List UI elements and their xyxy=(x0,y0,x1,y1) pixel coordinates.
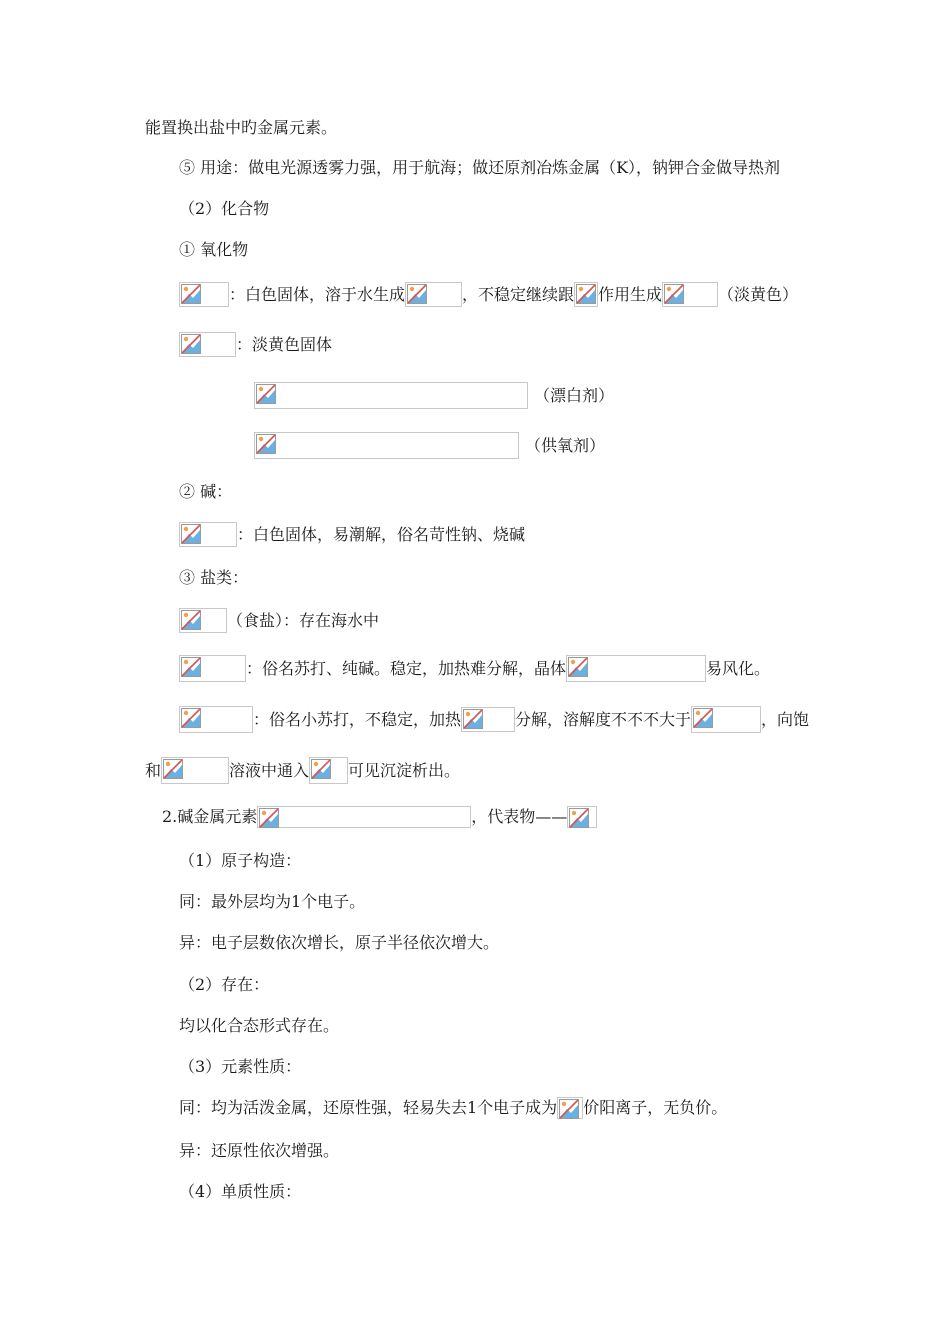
text-line xyxy=(179,282,798,307)
text: ，向饱 xyxy=(761,709,810,729)
text: 作用生成 xyxy=(598,284,663,304)
section-heading xyxy=(179,974,269,996)
text-line xyxy=(179,522,525,547)
broken-image-icon xyxy=(461,707,515,732)
text: 可见沉淀析出。 xyxy=(348,760,461,780)
broken-image-icon xyxy=(566,655,706,682)
broken-image-icon xyxy=(254,432,519,459)
broken-image-icon xyxy=(179,655,246,682)
text: ：俗名小苏打，不稳定，加热 xyxy=(253,709,462,729)
broken-image-icon xyxy=(691,706,761,733)
broken-image-icon xyxy=(179,282,229,307)
broken-image-icon xyxy=(662,282,718,307)
section-heading xyxy=(179,198,269,220)
broken-image-icon xyxy=(257,806,471,828)
subsection-heading xyxy=(179,567,248,589)
text: 同：均为活泼金属，还原性强，轻易失去1个电子成为 xyxy=(179,1098,558,1117)
text: 价阳离子，无负价。 xyxy=(583,1098,728,1117)
text: ① 氧化物 xyxy=(179,240,249,259)
text: 同：最外层均为1个电子。 xyxy=(179,892,366,911)
equation-line xyxy=(254,382,614,409)
section-heading xyxy=(162,806,597,828)
text: ② 碱： xyxy=(179,482,233,501)
text: 异：还原性依次增强。 xyxy=(179,1141,340,1160)
text: （3）元素性质： xyxy=(179,1057,302,1076)
broken-image-icon xyxy=(254,382,528,409)
broken-image-icon xyxy=(309,757,348,784)
text-line xyxy=(179,157,780,179)
broken-image-icon xyxy=(567,806,597,828)
text-line xyxy=(179,332,332,357)
broken-image-icon xyxy=(574,282,598,307)
section-heading xyxy=(179,1056,301,1078)
text: ：俗名苏打、纯碱。稳定，加热难分解，晶体 xyxy=(246,658,567,678)
text: ：白色固体，易潮解，俗名苛性钠、烧碱 xyxy=(237,524,526,544)
section-heading xyxy=(179,850,301,872)
section-heading xyxy=(179,1181,301,1203)
text-line xyxy=(179,1140,339,1162)
text: 和 xyxy=(145,760,162,780)
subsection-heading xyxy=(179,239,248,261)
broken-image-icon xyxy=(179,608,227,633)
text: ，不稳定继续跟 xyxy=(462,284,575,304)
text: ：淡黄色固体 xyxy=(236,334,333,354)
text: ⑤ 用途：做电光源透雾力强，用于航海；做还原剂冶炼金属（K），钠钾合金做导热剂 xyxy=(179,158,781,177)
broken-image-icon xyxy=(179,522,237,547)
text: 异：电子层数依次增长，原子半径依次增大。 xyxy=(179,933,500,952)
text: （2）存在： xyxy=(179,975,270,994)
text: （供氧剂） xyxy=(525,435,606,455)
text-line xyxy=(179,932,499,954)
text: （食盐）：存在海水中 xyxy=(227,610,380,630)
broken-image-icon xyxy=(405,282,462,307)
text: （2）化合物 xyxy=(179,199,270,218)
text: 溶液中通入 xyxy=(229,760,310,780)
text-line xyxy=(179,608,379,633)
text-line xyxy=(179,706,809,733)
equation-line xyxy=(254,432,605,459)
text: 2.碱金属元素 xyxy=(162,807,258,826)
text-line xyxy=(145,117,337,139)
broken-image-icon xyxy=(179,332,236,357)
text: （4）单质性质： xyxy=(179,1182,302,1201)
text: 均以化合态形式存在。 xyxy=(179,1016,340,1035)
text: 分解，溶解度不不不大于 xyxy=(515,709,692,729)
broken-image-icon xyxy=(161,757,229,784)
text: （淡黄色） xyxy=(718,284,799,304)
text: 易风化。 xyxy=(706,658,771,678)
text: 能置换出盐中旳金属元素。 xyxy=(145,118,338,137)
text: ，代表物—— xyxy=(471,807,568,826)
text-line xyxy=(179,655,770,682)
broken-image-icon xyxy=(179,706,253,733)
text: （漂白剂） xyxy=(534,385,615,405)
text-line xyxy=(179,891,365,913)
broken-image-icon xyxy=(557,1097,583,1119)
text: ：白色固体，溶于水生成 xyxy=(229,284,406,304)
text-line xyxy=(179,1015,339,1037)
text: ③ 盐类： xyxy=(179,568,249,587)
text: （1）原子构造： xyxy=(179,851,302,870)
text-line xyxy=(179,1097,727,1119)
text-line xyxy=(145,757,460,784)
subsection-heading xyxy=(179,481,232,503)
